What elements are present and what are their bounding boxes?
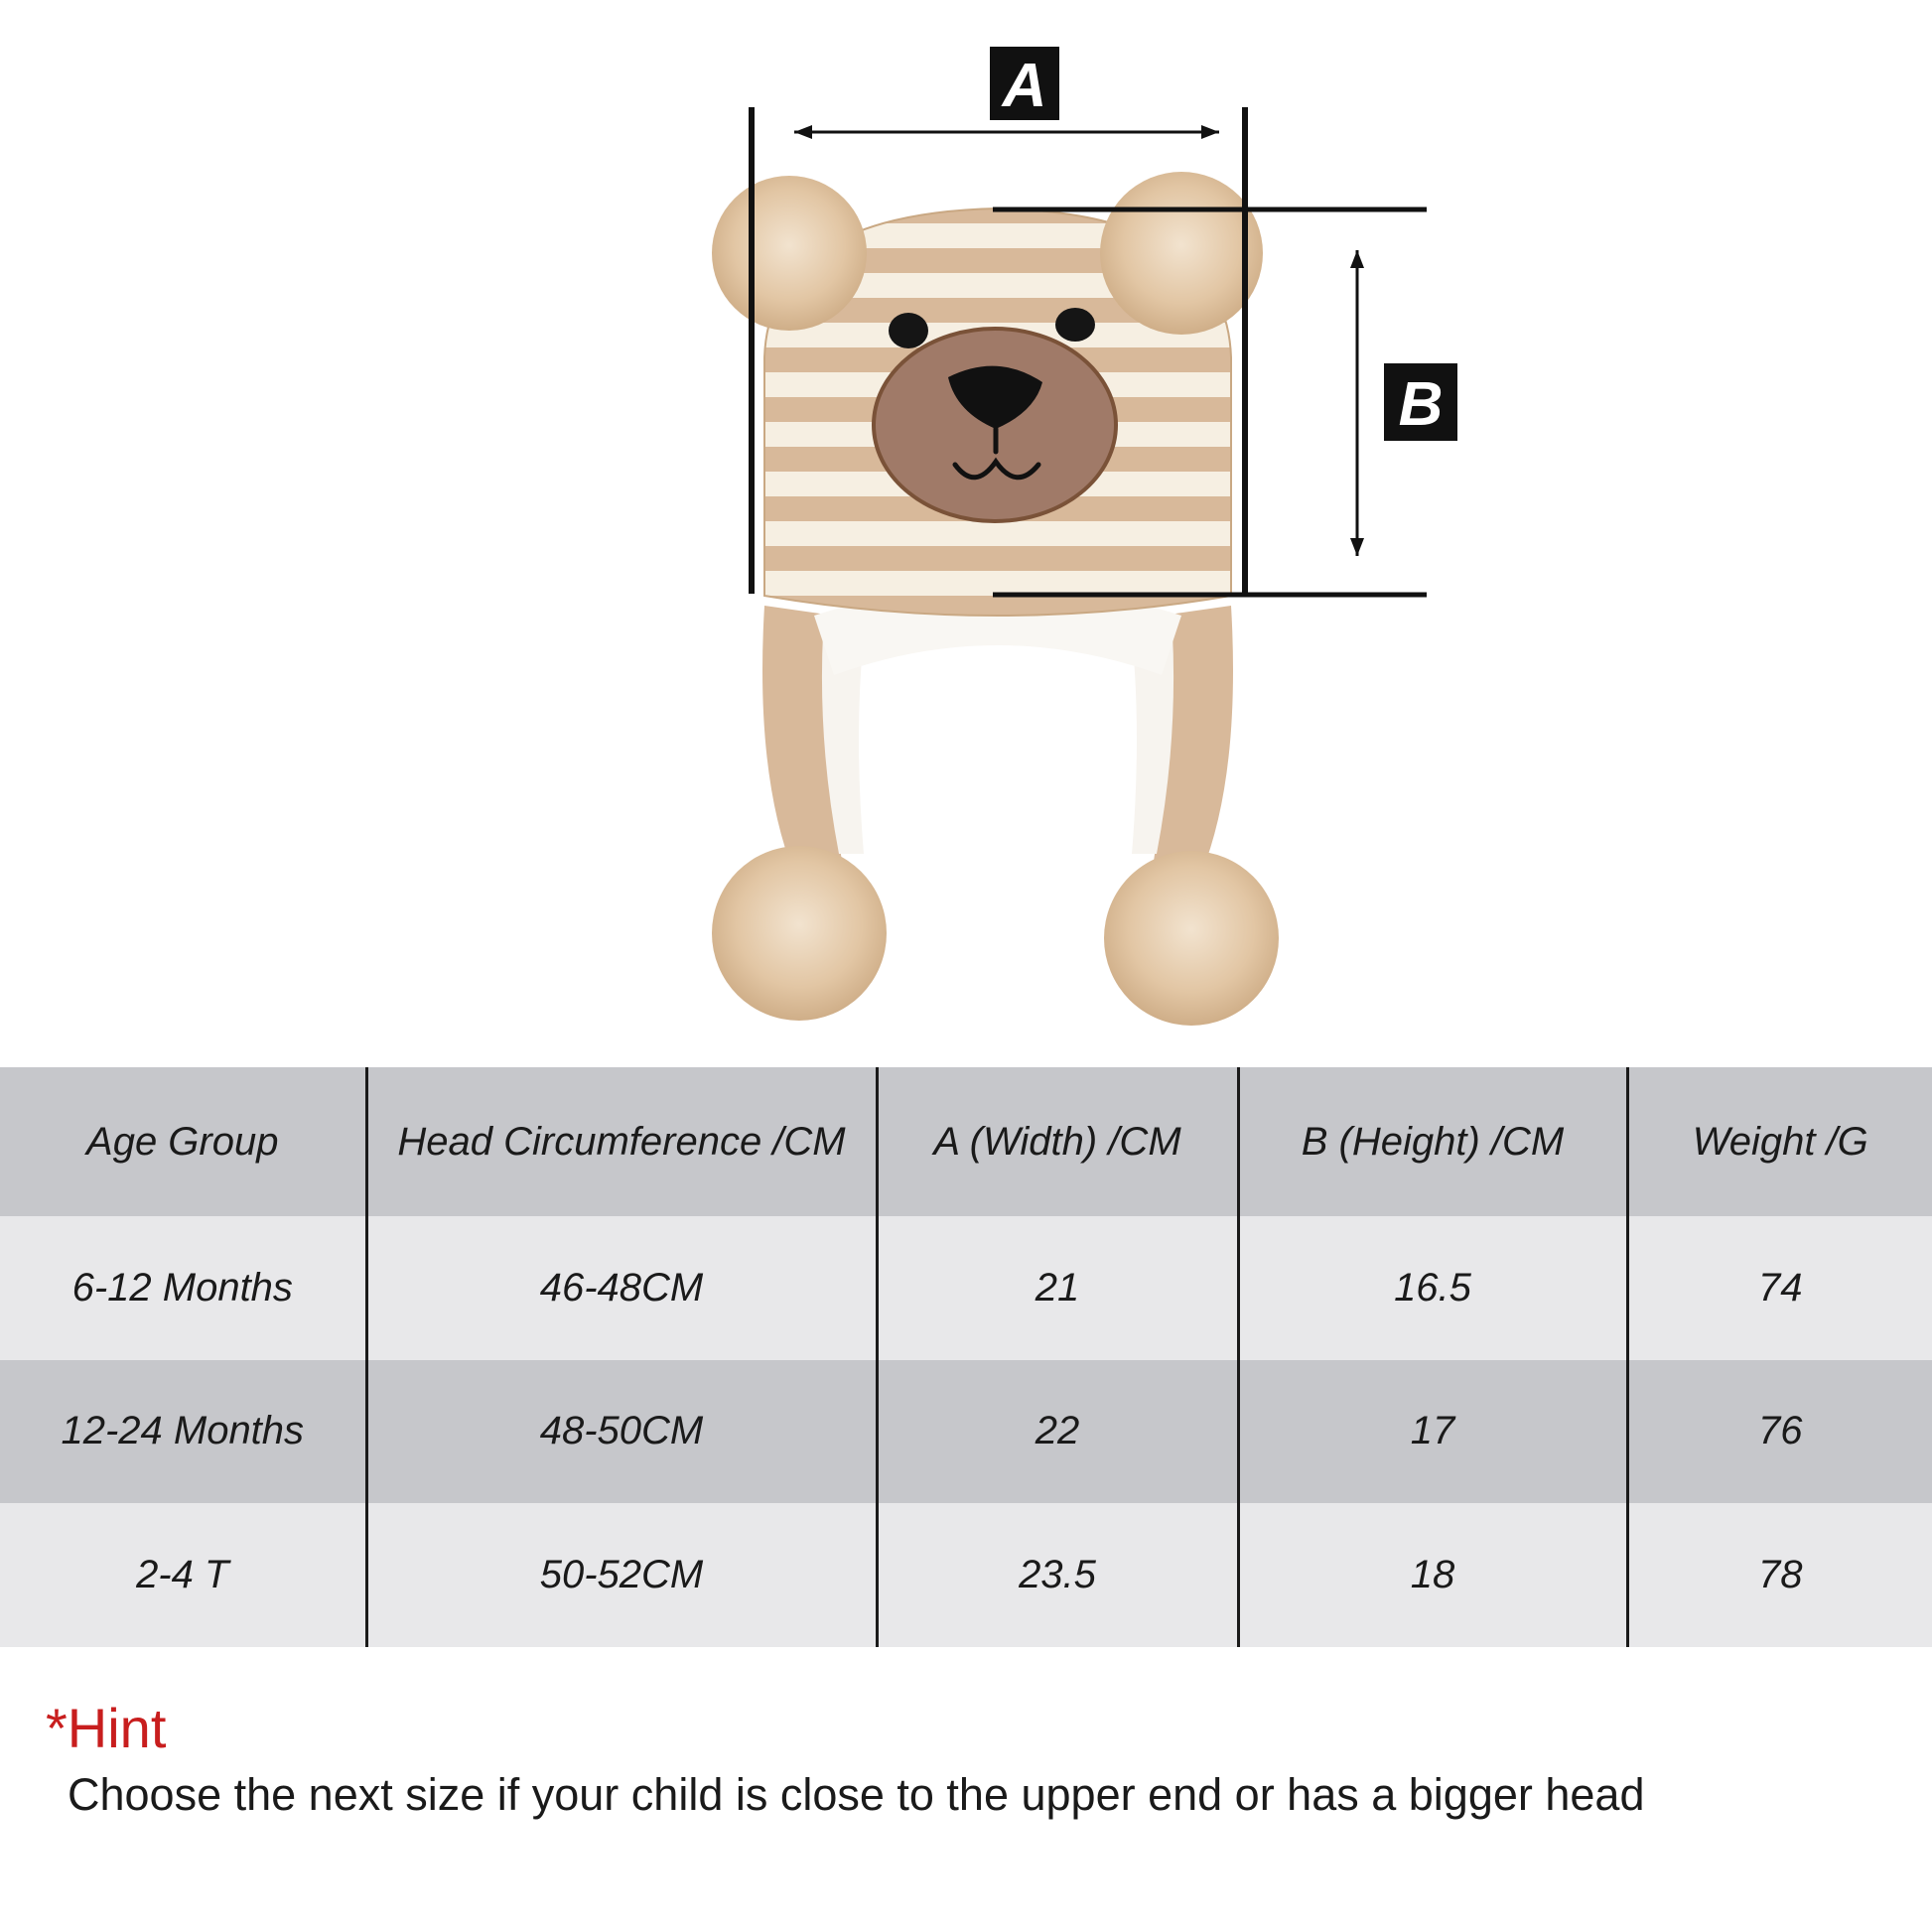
table-row bbox=[0, 1503, 1932, 1647]
hint-text: Choose the next size if your child is close to the upper end or has a bigger head bbox=[68, 1769, 1645, 1820]
pompom-top-left bbox=[712, 176, 867, 331]
cell-age-group: 12-24 Months bbox=[61, 1409, 305, 1453]
header-age-group: Age Group bbox=[86, 1119, 279, 1164]
header-head-circumference: Head Circumference /CM bbox=[366, 1067, 877, 1216]
eye-right bbox=[1055, 308, 1095, 342]
cell-head-circumference: 48-50CM bbox=[366, 1360, 877, 1504]
table-row bbox=[0, 1360, 1932, 1504]
cell-weight: 78 bbox=[1627, 1503, 1932, 1647]
table-row bbox=[0, 1216, 1932, 1360]
pompom-bottom-left bbox=[712, 846, 887, 1021]
header-height: B (Height) /CM bbox=[1238, 1067, 1627, 1216]
cell-height: 16.5 bbox=[1238, 1216, 1627, 1360]
bear-face bbox=[874, 308, 1116, 521]
cell-head-circumference: 46-48CM bbox=[366, 1216, 877, 1360]
cell-height: 18 bbox=[1238, 1503, 1627, 1647]
header-weight: Weight /G bbox=[1627, 1067, 1932, 1216]
cell-width: 21 bbox=[877, 1216, 1238, 1360]
eye-left bbox=[889, 313, 928, 348]
label-a: A bbox=[1002, 52, 1047, 120]
cell-weight: 74 bbox=[1627, 1216, 1932, 1360]
header-width: A (Width) /CM bbox=[877, 1067, 1238, 1216]
table-header-row bbox=[0, 1067, 1932, 1216]
pompom-top-right bbox=[1100, 172, 1263, 335]
size-table-container bbox=[0, 1067, 1932, 1647]
cell-weight: 76 bbox=[1627, 1360, 1932, 1504]
cell-head-circumference: 50-52CM bbox=[366, 1503, 877, 1647]
size-table bbox=[0, 1067, 1932, 1647]
cell-age-group: 2-4 T bbox=[136, 1553, 229, 1597]
label-b: B bbox=[1398, 370, 1444, 439]
pompom-bottom-right bbox=[1104, 851, 1279, 1026]
cell-width: 22 bbox=[877, 1360, 1238, 1504]
cell-age-group: 6-12 Months bbox=[71, 1265, 293, 1310]
hint-title: *Hint bbox=[46, 1697, 167, 1759]
cell-width: 23.5 bbox=[877, 1503, 1238, 1647]
cell-height: 17 bbox=[1238, 1360, 1627, 1504]
